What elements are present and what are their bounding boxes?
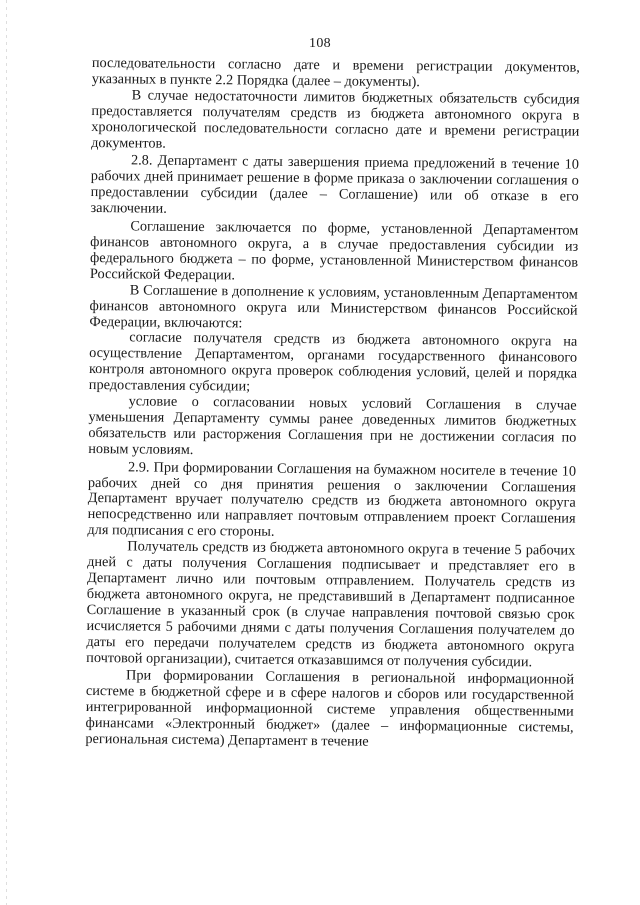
paragraph-information-systems: При формировании Соглашения в региональной информационной системе в бюджетной сфере и в сфере налогов и сборов или государственной интегрированной информационной системе управления общественными финансами «Электронный бюджет» (далее – информационные системы, региональная система) Департамент в течение [85,667,575,750]
page-number: 108 [309,36,331,51]
paragraph-new-terms-clause: условие о согласовании новых условий Соглашения в случае уменьшения Департаменту суммы ранее доведенных лимитов бюджетных обязательств или расторжения Соглашения при не достижении согласия по новым условиям. [88,393,577,458]
paragraph-consent-clause: согласие получателя средств из бюджета автономного округа на осуществление Департаментом, органами государственного финансового контроля автономного округа проверок соблюдения условий, целей и порядка предоставления субсидии; [88,329,578,395]
paragraph-insufficient-limits: В случае недостаточности лимитов бюджетных обязательств субсидия предоставляется получателям средств из бюджета автономного округа в хронологической последовательности согласно дате и времени регистрации документов. [91,87,580,152]
paragraph-agreement-form: Соглашение заключается по форме, установленной Департаментом финансов автономного округа, а в случае предоставления субсидии из федерального бюджета – по форме, установленной Министерством финансов Российской Федерации. [89,218,579,284]
scan-edge-marks [6,0,7,905]
paragraph-continuation: последовательности согласно дате и времени регистрации документов, указанных в пункте 2.2 Порядка (далее – документы). [91,55,580,91]
paragraph-2-8: 2.8. Департамент с даты завершения приема предложений в течение 10 рабочих дней принимает решение в форме приказа о заключении соглашения о предоставлении субсидии (далее – Соглашение) или об отказе в его заключении. [90,152,580,217]
paragraph-2-9: 2.9. При формировании Соглашения на бумажном носителе в течение 10 рабочих дней со дня принятия решения о заключении Соглашения Департамент вручает получателю средств из бюджета автономного округа непосредственно или направляет почтовым отправлением проект Соглашения для подписания с его стороны. [87,459,577,541]
paragraph-recipient-signing: Получатель средств из бюджета автономного округа в течение 5 рабочих дней с даты получения Соглашения подписывает и представляет его в Департамент лично или почтовым отправлением. Получатель средств из бюджета автономного округа, не представивший в Департамент подписанное Соглашение в указанный срок (в случае направления почтовой связью срок исчисляется 5 рабочими днями с даты получения Соглашения получателем до даты его передачи получателем средств из бюджета автономного округа почтовой организации), считается отказавшимся от получения субсидии. [86,538,576,670]
paragraph-agreement-additions: В Соглашение в дополнение к условиям, установленным Департаментом финансов автономного округа или Министерством финансов Российской Федерации, включаются: [89,282,578,331]
document-body [85,56,580,753]
